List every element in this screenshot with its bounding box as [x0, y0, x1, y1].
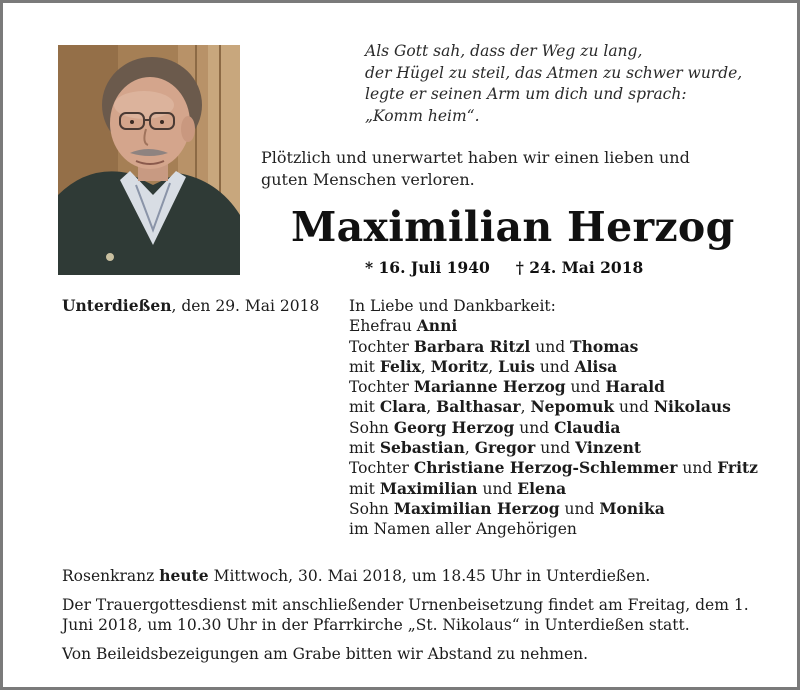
name-bold: Nikolaus [653, 397, 731, 417]
text-run: und [614, 398, 654, 417]
poem [365, 41, 742, 127]
text-run: und [514, 418, 555, 437]
mourners-heading: In Liebe und Dankbarkeit: [349, 297, 556, 315]
name-bold: heute [159, 566, 209, 585]
mourner-line [349, 499, 758, 519]
name-bold: Nepomuk [530, 397, 615, 417]
text-run: und [677, 459, 718, 478]
name-bold: Thomas [570, 336, 639, 356]
mourner-line [349, 458, 758, 478]
name-bold: Vinzent [575, 438, 642, 458]
mourner-line [349, 316, 758, 336]
text-run: Sohn [349, 499, 394, 518]
mourner-line [349, 397, 758, 417]
poem-line: „Komm heim“. [365, 106, 480, 125]
text-run: und [477, 479, 518, 498]
birth-date: * 16. Juli 1940 [365, 258, 490, 277]
mourner-line [349, 357, 758, 377]
poem-line: legte er seinen Arm um dich und sprach: [365, 85, 687, 103]
name-bold: Moritz [430, 356, 489, 376]
mourners-list [349, 296, 758, 540]
name-bold: Gregor [474, 438, 536, 458]
portrait-image [58, 45, 240, 275]
name-bold: Barbara Ritzl [413, 336, 531, 356]
text-run: , [488, 357, 499, 376]
name-bold: Sebastian [379, 438, 465, 458]
text-run: mit [349, 439, 380, 458]
poem-line: der Hügel zu steil, das Atmen zu schwer wurde, [365, 63, 743, 82]
text-run: , [464, 439, 475, 458]
name-bold: Claudia [554, 417, 621, 437]
text-run: Rosenkranz [62, 567, 160, 585]
name-bold: Balthasar [436, 397, 521, 417]
rosary-info [62, 566, 752, 587]
text-run: Tochter [349, 337, 414, 356]
mourner-lines [349, 316, 758, 539]
life-dates [365, 258, 643, 277]
name-bold: Elena [517, 478, 567, 498]
text-run: und [530, 337, 571, 356]
name-bold: Marianne Herzog [413, 377, 566, 397]
intro-text: Plötzlich und unerwartet haben wir einen lieben und guten Menschen verloren. [261, 148, 690, 189]
name-bold: Fritz [717, 458, 758, 478]
portrait-photo [58, 45, 240, 275]
service-info [62, 566, 752, 672]
death-date: † 24. Mai 2018 [515, 258, 644, 277]
mourner-line [349, 337, 758, 357]
funeral-info: Der Trauergottesdienst mit anschließender Urnenbeisetzung findet am Freitag, dem 1. Juni 2018, um 10.30 Uhr in der Pfarrkirche „St. Nikolaus“ in Unterdießen statt. [62, 595, 749, 634]
mourner-line [349, 418, 758, 438]
text-run: und [559, 499, 600, 518]
name-bold: Monika [599, 498, 665, 518]
text-run: und [534, 357, 575, 376]
text-run: mit [349, 398, 380, 417]
text-run: mit [349, 357, 380, 376]
name-bold: Luis [498, 356, 535, 376]
text-run: mit [349, 479, 380, 498]
place-date-text: , den 29. Mai 2018 [171, 297, 320, 315]
name-bold: Felix [379, 356, 421, 376]
poem-line: Als Gott sah, dass der Weg zu lang, [365, 42, 643, 60]
name-bold: Maximilian [379, 478, 478, 498]
mourner-line [349, 479, 758, 499]
condolence-note: Von Beileidsbezeigungen am Grabe bitten wir Abstand zu nehmen. [62, 644, 589, 663]
name-bold: Maximilian Herzog [393, 498, 560, 518]
text-run: und [535, 439, 576, 458]
text-run: und [565, 378, 606, 397]
text-run: Tochter [349, 378, 414, 397]
mourner-line [349, 438, 758, 458]
name-bold: Anni [416, 316, 458, 336]
text-run: Ehefrau [349, 317, 417, 336]
name-bold: Georg Herzog [393, 417, 515, 437]
text-run: , [520, 398, 531, 417]
deceased-name: Maximilian Herzog [291, 203, 735, 251]
place-town: Unterdießen [62, 296, 172, 315]
text-run: , [420, 357, 431, 376]
text-run: im Namen aller Angehörigen [349, 520, 577, 539]
text-run: , [426, 398, 437, 417]
place-date [62, 296, 319, 315]
text-run: Mittwoch, 30. Mai 2018, um 18.45 Uhr in Unterdießen. [208, 567, 651, 585]
name-bold: Harald [605, 377, 665, 397]
name-bold: Clara [379, 397, 427, 417]
mourner-line [349, 519, 758, 539]
text-run: Tochter [349, 459, 414, 478]
text-run: Sohn [349, 418, 394, 437]
name-bold: Alisa [574, 356, 618, 376]
mourner-line [349, 377, 758, 397]
name-bold: Christiane Herzog-Schlemmer [413, 458, 678, 478]
